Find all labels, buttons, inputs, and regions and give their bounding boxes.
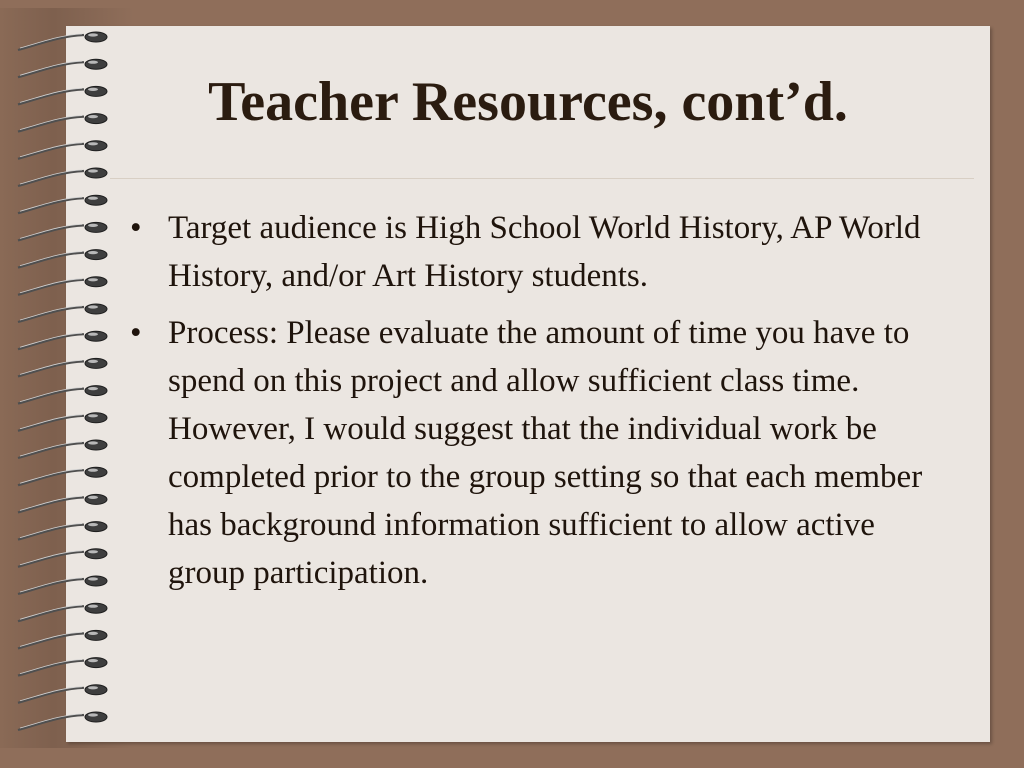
bullet-marker: •	[130, 210, 142, 246]
spiral-binding-ring-icon	[18, 549, 107, 567]
spiral-binding-ring-icon	[18, 32, 107, 50]
spiral-binding-ring-icon	[18, 685, 107, 703]
slide-title: Teacher Resources, cont’d.	[208, 71, 848, 133]
spiral-binding-ring-icon	[18, 603, 107, 621]
bullet-text: Target audience is High School World History, AP World History, and/or Art History students.	[168, 210, 921, 294]
bullet-item-process	[128, 309, 958, 597]
spiral-binding-ring-icon	[18, 141, 107, 159]
spiral-binding-ring-icon	[18, 522, 107, 540]
spiral-binding-ring-icon	[18, 494, 107, 512]
title-divider	[110, 178, 974, 179]
spiral-binding-ring-icon	[18, 304, 107, 322]
spiral-binding-ring-icon	[18, 222, 107, 240]
spiral-binding-ring-icon	[18, 440, 107, 458]
spiral-binding-ring-icon	[18, 576, 107, 594]
spiral-binding-ring-icon	[18, 358, 107, 376]
spiral-binding-ring-icon	[18, 467, 107, 485]
spiral-binding-ring-icon	[18, 331, 107, 349]
spiral-binding-ring-icon	[18, 168, 107, 186]
spiral-binding-ring-icon	[18, 413, 107, 431]
spiral-binding-ring-icon	[18, 195, 107, 213]
bullet-marker: •	[130, 315, 142, 351]
bullet-item-audience	[128, 204, 958, 300]
spiral-binding-ring-icon	[18, 630, 107, 648]
spiral-binding-ring-icon	[18, 277, 107, 295]
bullet-list	[128, 204, 958, 606]
spiral-binding-ring-icon	[18, 386, 107, 404]
spiral-binding-ring-icon	[18, 712, 107, 730]
spiral-binding-ring-icon	[18, 658, 107, 676]
bullet-text: Process: Please evaluate the amount of time you have to spend on this project and allow sufficient class time. However, I would suggest that the individual work be completed prior to the group setting so that each member has background information sufficient to allow active group participation.	[168, 315, 923, 591]
spiral-binding-ring-icon	[18, 250, 107, 268]
